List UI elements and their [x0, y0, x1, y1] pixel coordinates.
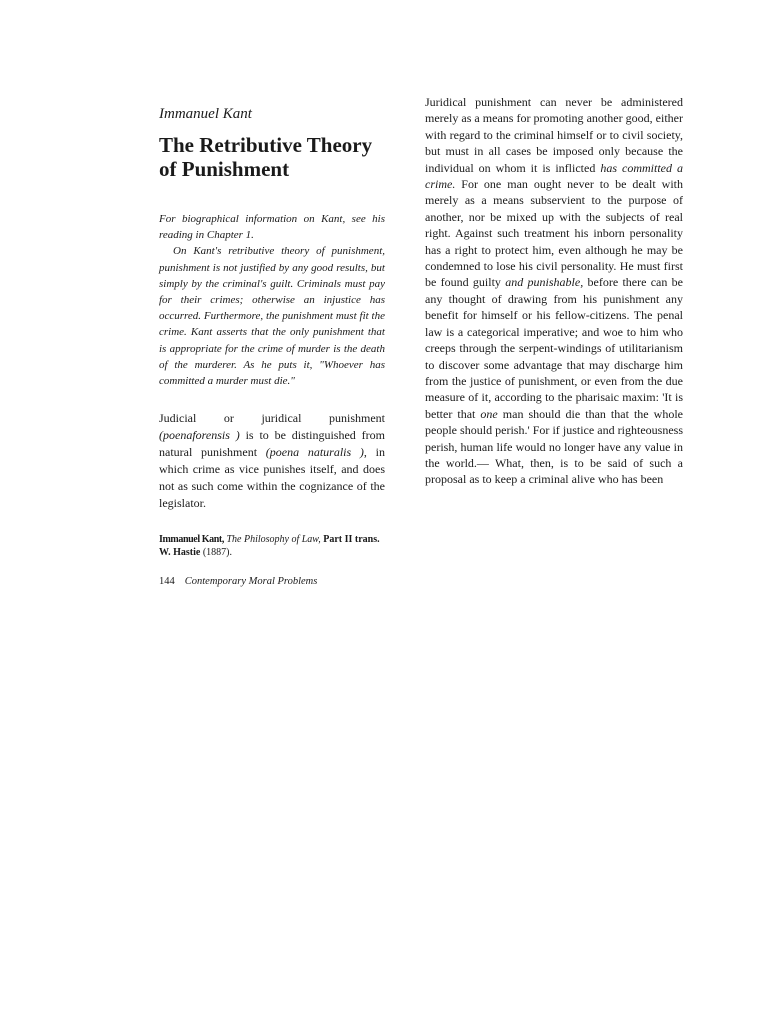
lead-latin-term-1: (poenaforensis ) [159, 428, 240, 443]
journal-title: Contemporary Moral Problems [184, 576, 318, 588]
source-citation [159, 533, 385, 559]
body-text-3: before there can be any thought of drawing from his punishment any benefit for himself or his fellow-citizens. The penal law is a categorical imperative; and woe to him who creeps through the serpent-windings of utilitarianism to discover some advantage that may discharge him from the justice of punishment, or even from the due measure of it, according to the pharisaic maxim: 'It is better that [425, 275, 684, 421]
lead-latin-term-2: (poena naturalis ) [265, 445, 364, 460]
right-column [425, 94, 683, 488]
citation-year: (1887). [202, 547, 232, 559]
article-title: The Retributive Theory of Punishment [159, 133, 373, 181]
intro-summary: On Kant's retributive theory of punishment, punishment is not justified by any good results, but simply by the criminal's guilt. Criminals must pay for their crimes; otherwise an injustice has occurred. Furthermore, the punishment must fit the crime. Kant asserts that the only punishment that is appropriate for the crime of murder is the death of the murderer. As he puts it, "Whoever has committed a murder must die." [159, 245, 385, 388]
lead-paragraph [159, 410, 385, 512]
editorial-introduction [159, 211, 385, 389]
citation-part: Part II trans. W. Hastie [159, 534, 380, 559]
body-text-1: Juridical punishment can never be administered merely as a means for promoting another good, either with regard to the criminal himself or to civil society, but must in all cases be imposed only because the individual on whom it is inflicted [425, 95, 683, 175]
lead-text-1: Judicial or juridical punishment [159, 411, 385, 426]
main-paragraph [425, 94, 683, 488]
body-text-4: man should die than that the whole people should perish.' For if justice and righteousness perish, human life would no longer have any value in the world.— What, then, is to be said of such a proposal as to keep a criminal alive who has been [425, 406, 684, 487]
body-text-2: For one man ought never to be dealt with merely as a means subservient to the purpose of another, nor be mixed up with the subjects of real right. Against such treatment his inborn personality has a right to protect him, even although he may be condemned to lose his civil personality. He must first be found guilty [425, 177, 683, 290]
left-column [159, 106, 385, 587]
page-number: 144 [159, 576, 175, 588]
body-emphasis-1: has committed a crime. [425, 160, 684, 192]
page-footer [159, 576, 385, 587]
lead-text-3: , in which crime as vice punishes itself, and does not as such come within the cognizance of the legislator. [159, 445, 385, 511]
citation-book-title: The Philosophy of Law, [226, 534, 321, 546]
body-emphasis-2: and punishable, [505, 275, 584, 290]
lead-text-2: is to be distinguished from natural punishment [159, 428, 385, 460]
body-emphasis-3: one [480, 406, 498, 421]
citation-author: Immanuel Kant, [159, 534, 224, 546]
intro-biography-note: For biographical information on Kant, see his reading in Chapter 1. [159, 213, 385, 242]
author-name: Immanuel Kant [159, 106, 252, 122]
